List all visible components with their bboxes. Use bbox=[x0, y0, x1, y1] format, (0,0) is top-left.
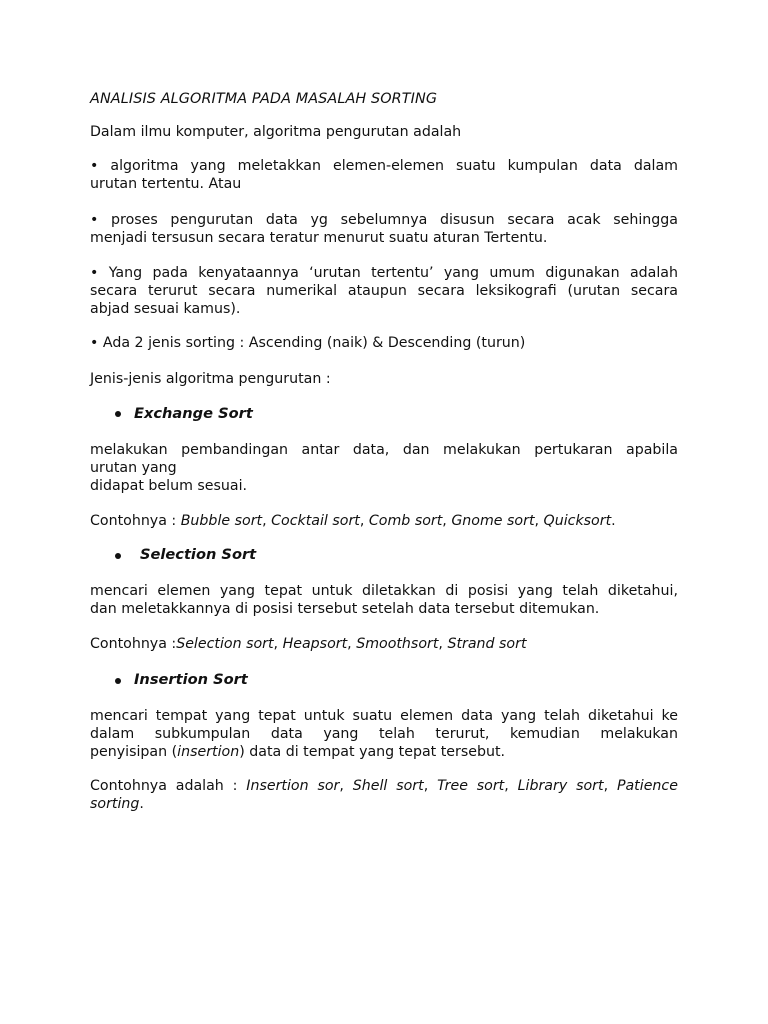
example-item: Heapsort bbox=[282, 636, 348, 652]
bullet-dot-icon bbox=[115, 411, 121, 417]
example-item: Quicksort bbox=[543, 513, 612, 529]
example-item: Shell sort bbox=[352, 778, 424, 794]
example-item: Tree sort bbox=[437, 778, 505, 794]
insertion-desc-line-3 bbox=[90, 743, 678, 761]
section-heading-selection-sort: Selection Sort bbox=[140, 546, 257, 563]
section-heading-exchange-sort: Exchange Sort bbox=[134, 405, 253, 422]
definition-point-4 bbox=[90, 334, 678, 352]
document-title: ANALISIS ALGORITMA PADA MASALAH SORTING bbox=[90, 91, 438, 107]
separator: , bbox=[273, 636, 283, 652]
types-intro: Jenis-jenis algoritma pengurutan : bbox=[90, 371, 331, 387]
separator: , bbox=[504, 778, 518, 794]
separator: , bbox=[442, 513, 452, 529]
example-item: Smoothsort bbox=[356, 636, 439, 652]
selection-sort-examples bbox=[90, 635, 678, 653]
insertion-examples-line-1 bbox=[90, 777, 678, 795]
example-item: Bubble sort bbox=[180, 513, 263, 529]
separator: , bbox=[423, 778, 438, 794]
separator: , bbox=[359, 513, 369, 529]
example-item: Patience bbox=[616, 778, 678, 794]
definition-point-1 bbox=[90, 157, 678, 193]
selection-desc-line-2: dan meletakkannya di posisi tersebut setelah data tersebut ditemukan. bbox=[90, 601, 600, 617]
bullet-dot-icon bbox=[115, 678, 121, 684]
example-item: Library sort bbox=[517, 778, 604, 794]
point-1-line-2: urutan tertentu. Atau bbox=[90, 176, 242, 192]
exchange-desc-line-2: urutan yang bbox=[90, 460, 177, 476]
exchange-desc-line-3: didapat belum sesuai. bbox=[90, 478, 248, 494]
desc-emphasis: insertion bbox=[177, 744, 240, 760]
definition-point-3 bbox=[90, 264, 678, 318]
suffix: . bbox=[611, 513, 616, 529]
separator: , bbox=[339, 778, 353, 794]
separator: , bbox=[347, 636, 357, 652]
desc-text: penyisipan ( bbox=[90, 744, 178, 760]
suffix: . bbox=[139, 796, 144, 812]
example-item: Strand sort bbox=[447, 636, 527, 652]
examples-prefix: Contohnya adalah : bbox=[90, 778, 247, 794]
point-3-line-1: • Yang pada kenyataannya ‘urutan tertentu’ yang umum digunakan adalah bbox=[90, 265, 678, 281]
insertion-examples-line-2 bbox=[90, 795, 678, 813]
separator: , bbox=[534, 513, 544, 529]
insertion-desc-line-1: mencari tempat yang tepat untuk suatu elemen data yang telah diketahui ke bbox=[90, 708, 678, 724]
separator: , bbox=[438, 636, 448, 652]
separator: , bbox=[262, 513, 272, 529]
insertion-desc-line-2: dalam subkumpulan data yang telah terurut, kemudian melakukan bbox=[90, 726, 678, 742]
exchange-sort-examples bbox=[90, 512, 678, 530]
point-3-line-2: secara terurut secara numerikal ataupun secara leksikografi (urutan secara bbox=[90, 283, 678, 299]
point-2-line-1: • proses pengurutan data yg sebelumnya disusun secara acak sehingga bbox=[90, 212, 678, 228]
example-item: Gnome sort bbox=[451, 513, 535, 529]
example-item: Cocktail sort bbox=[271, 513, 360, 529]
example-item: Comb sort bbox=[368, 513, 443, 529]
point-3-line-3: abjad sesuai kamus). bbox=[90, 301, 241, 317]
section-heading-insertion-sort: Insertion Sort bbox=[134, 671, 248, 688]
exchange-desc-line-1: melakukan pembandingan antar data, dan melakukan pertukaran apabila bbox=[90, 442, 678, 458]
intro-paragraph: Dalam ilmu komputer, algoritma pengurutan adalah bbox=[90, 124, 462, 140]
examples-prefix: Contohnya : bbox=[90, 513, 181, 529]
example-item: Selection sort bbox=[176, 636, 274, 652]
point-2-line-2: menjadi tersusun secara teratur menurut suatu aturan Tertentu. bbox=[90, 230, 548, 246]
insertion-sort-description bbox=[90, 707, 678, 761]
example-item: sorting bbox=[90, 796, 140, 812]
definition-point-2 bbox=[90, 211, 678, 247]
examples-prefix: Contohnya : bbox=[90, 636, 177, 652]
bullet-dot-icon bbox=[115, 553, 121, 559]
selection-desc-line-1: mencari elemen yang tepat untuk diletakkan di posisi yang telah diketahui, bbox=[90, 583, 678, 599]
selection-sort-description bbox=[90, 582, 678, 618]
desc-text: ) data di tempat yang tepat tersebut. bbox=[239, 744, 506, 760]
exchange-sort-description bbox=[90, 441, 678, 495]
point-1-line-1: • algoritma yang meletakkan elemen-elemen suatu kumpulan data dalam bbox=[90, 158, 678, 174]
insertion-sort-examples bbox=[90, 777, 678, 813]
point-4-line-1: • Ada 2 jenis sorting : Ascending (naik) & Descending (turun) bbox=[90, 335, 526, 351]
separator: , bbox=[603, 778, 617, 794]
example-item: Insertion sor bbox=[246, 778, 340, 794]
